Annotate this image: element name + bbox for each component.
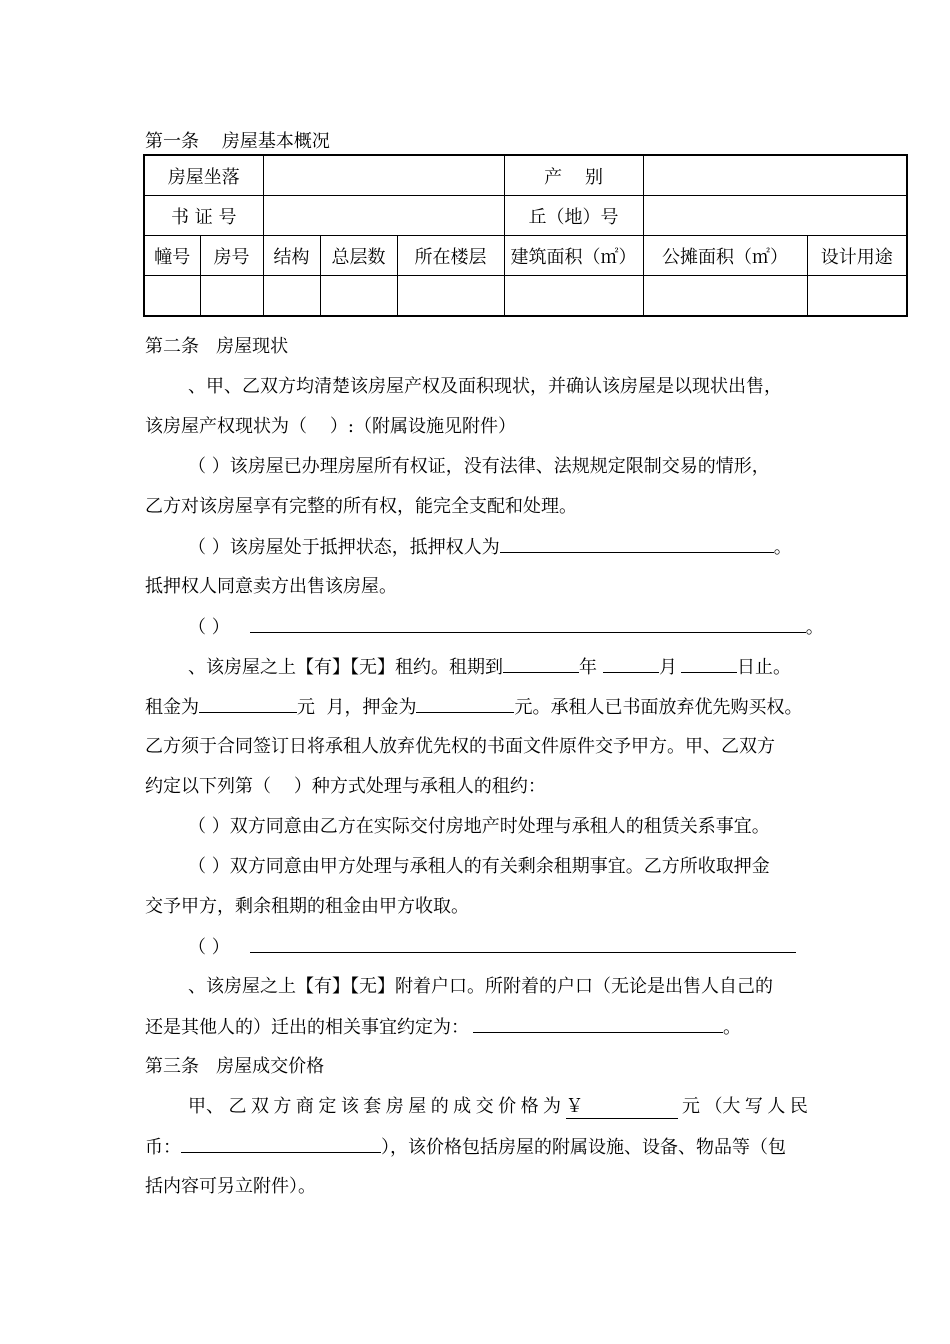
period: 。 <box>723 1017 741 1038</box>
option-mortgage-text: （ ）该房屋处于抵押状态，抵押权人为 <box>188 537 500 558</box>
price-text: 甲、 <box>188 1096 224 1117</box>
option-certified-line: （ ）该房屋已办理房屋所有权证，没有法律、法规规定限制交易的情形， <box>188 456 770 477</box>
lot-number-label: 丘（地）号 <box>504 196 643 236</box>
price-text: 元 <box>681 1096 700 1117</box>
year-label: 年 <box>579 657 597 678</box>
price-text: 房 <box>385 1096 404 1117</box>
column-header: 结构 <box>263 236 320 276</box>
price-text: 该 <box>340 1096 359 1117</box>
price-text: 成 <box>453 1096 472 1117</box>
status-paragraph-line: 、甲、乙双方均清楚该房屋产权及面积现状，并确认该房屋是以现状出售， <box>188 376 782 397</box>
category-label: 产 别 <box>504 155 643 196</box>
rent-line <box>145 692 802 719</box>
price-text: 交 <box>475 1096 494 1117</box>
option-other-line <box>188 612 824 639</box>
certificate-value-cell[interactable] <box>263 196 504 236</box>
price-line: 括内容可另立附件）。 <box>145 1176 316 1197</box>
hukou-line <box>145 1012 741 1039</box>
other-status-blank[interactable] <box>250 612 806 633</box>
option-mortgage-line <box>188 532 792 559</box>
lease-month-blank[interactable] <box>603 652 659 673</box>
price-text: 的 <box>430 1096 449 1117</box>
price-text: 屋 <box>408 1096 427 1117</box>
location-value-cell[interactable] <box>263 155 504 196</box>
column-header: 建筑面积（㎡） <box>504 236 643 276</box>
price-in-words-blank[interactable] <box>181 1132 381 1153</box>
lease-line <box>188 652 791 679</box>
location-label: 房屋坐落 <box>144 155 263 196</box>
day-label: 日止。 <box>737 657 791 678</box>
lease-option-line: 交予甲方，剩余租期的租金由甲方收取。 <box>145 896 469 917</box>
period: 。 <box>773 537 792 558</box>
hukou-arrangement-blank[interactable] <box>473 1012 723 1033</box>
price-amount-field[interactable] <box>566 1092 678 1119</box>
column-header: 房号 <box>200 236 263 276</box>
period: 。 <box>805 617 824 638</box>
column-header: 总层数 <box>320 236 397 276</box>
table-cell[interactable] <box>643 276 807 317</box>
rent-unit-text: 元 月，押金为 <box>297 697 417 718</box>
table-cell[interactable] <box>807 276 907 317</box>
lease-year-blank[interactable] <box>503 652 579 673</box>
table-header-row <box>144 236 907 276</box>
option-mortgage-line: 抵押权人同意卖方出售该房屋。 <box>145 576 397 597</box>
category-value-cell[interactable] <box>643 155 907 196</box>
price-text: ），该价格包括房屋的附属设施、设备、物品等（包 <box>381 1137 786 1158</box>
price-text: 为 <box>543 1096 562 1117</box>
lease-option-other-line <box>188 932 796 959</box>
certificate-label: 书 证 号 <box>144 196 263 236</box>
lot-number-value-cell[interactable] <box>643 196 907 236</box>
deposit-amount-blank[interactable] <box>416 692 514 713</box>
lease-option-line: （ ）双方同意由甲方处理与承租人的有关剩余租期事宜。乙方所收取押金 <box>188 856 770 877</box>
table-cell[interactable] <box>397 276 504 317</box>
table-cell[interactable] <box>263 276 320 317</box>
property-info-table <box>143 154 908 317</box>
article-3-heading: 第三条 房屋成交价格 <box>145 1056 325 1077</box>
table-cell[interactable] <box>504 276 643 317</box>
table-row <box>144 196 907 236</box>
lease-paragraph-line: 乙方须于合同签订日将承租人放弃优先权的书面文件原件交予甲方。甲、乙双方 <box>145 736 775 757</box>
lease-day-blank[interactable] <box>681 652 737 673</box>
article-2-heading: 第二条 房屋现状 <box>145 336 289 357</box>
lease-other-blank[interactable] <box>250 932 796 953</box>
price-text: 双 <box>250 1096 269 1117</box>
hukou-line: 、该房屋之上【有】【无】附着户口。所附着的户口（无论是出售人自己的 <box>188 976 773 997</box>
yuan-symbol: ￥ <box>565 1096 584 1117</box>
price-text: 格 <box>520 1096 539 1117</box>
table-cell[interactable] <box>200 276 263 317</box>
rent-amount-blank[interactable] <box>199 692 297 713</box>
rent-suffix-text: 元。承租人已书面放弃优先购买权。 <box>514 697 803 718</box>
lease-option-line: （ ）双方同意由乙方在实际交付房地产时处理与承租人的租赁关系事宜。 <box>188 816 770 837</box>
option-checkbox-text: （ ） <box>188 937 230 958</box>
lease-paragraph-line: 约定以下列第（ ）种方式处理与承租人的租约： <box>145 776 546 797</box>
price-text: 商 <box>295 1096 314 1117</box>
mortgagee-blank[interactable] <box>500 532 774 553</box>
price-text: 价 <box>498 1096 517 1117</box>
price-line <box>188 1092 808 1119</box>
table-row <box>144 276 907 317</box>
price-text: 方 <box>273 1096 292 1117</box>
table-cell[interactable] <box>320 276 397 317</box>
option-certified-line: 乙方对该房屋享有完整的所有权，能完全支配和处理。 <box>145 496 577 517</box>
column-header: 幢号 <box>144 236 200 276</box>
lease-text: 、该房屋之上【有】【无】租约。租期到 <box>188 657 503 678</box>
price-text: （大 <box>704 1096 741 1117</box>
price-text: 币： <box>145 1137 181 1158</box>
month-label: 月 <box>659 657 677 678</box>
table-cell[interactable] <box>144 276 200 317</box>
price-text: 套 <box>363 1096 382 1117</box>
price-line <box>145 1132 786 1159</box>
column-header: 公摊面积（㎡） <box>643 236 807 276</box>
column-header: 所在楼层 <box>397 236 504 276</box>
status-paragraph-line: 该房屋产权现状为（ ）:（附属设施见附件） <box>145 416 516 437</box>
price-text: 民 <box>789 1096 808 1117</box>
option-checkbox-text: （ ） <box>188 617 230 638</box>
price-text: 写 <box>744 1096 763 1117</box>
column-header: 设计用途 <box>807 236 907 276</box>
table-row <box>144 155 907 196</box>
price-text: 定 <box>318 1096 337 1117</box>
price-text: 乙 <box>228 1096 247 1117</box>
rent-text: 租金为 <box>145 697 199 718</box>
price-text: 人 <box>767 1096 786 1117</box>
article-1-heading: 第一条 房屋基本概况 <box>145 131 330 152</box>
hukou-text: 还是其他人的）迁出的相关事宜约定为： <box>145 1017 469 1038</box>
